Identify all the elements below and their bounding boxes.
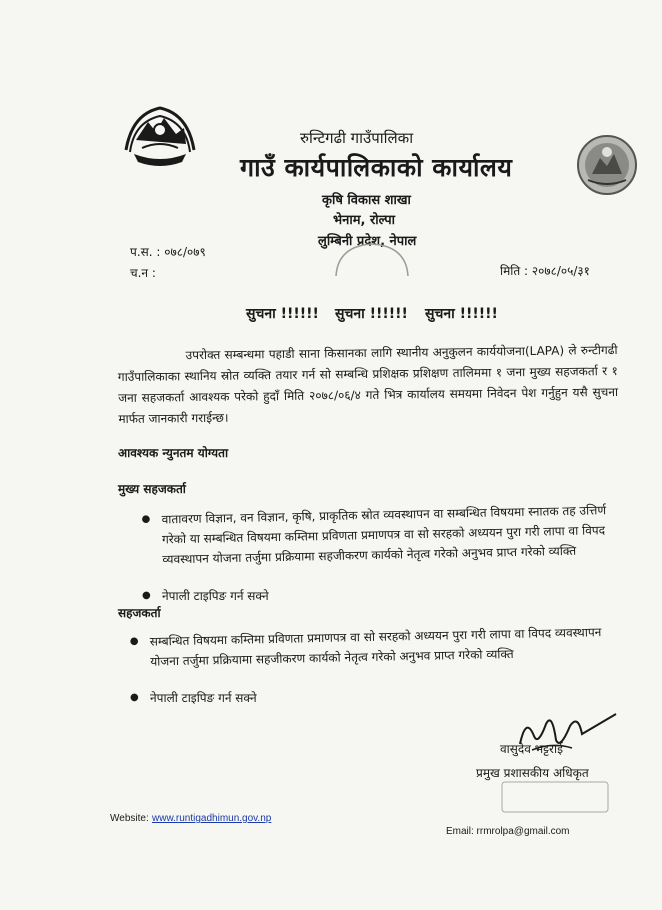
list-item: ● नेपाली टाइपिङ गर्न सक्ने [142, 586, 442, 606]
government-emblem-icon [120, 100, 200, 170]
main-facilitator-heading: मुख्य सहजकर्ता [118, 482, 186, 496]
facilitator-list [130, 622, 609, 672]
office-title: गाउँ कार्यपालिकाको कार्यालय [240, 153, 513, 182]
main-facilitator-list [141, 500, 608, 570]
municipality-name: रुन्टिगढी गाउँपालिका [300, 129, 414, 147]
letter-date: मिति : २०७८/०५/३१ [500, 264, 590, 278]
notice-paragraph [118, 340, 619, 430]
notice-paragraph-text: उपरोक्त सम्बन्धमा पहाडी साना किसानका लागि स्थानीय अनुकुलन कार्ययोजना(LAPA) ले रुन्टीगढी गाउँपालिकाका स्थानिय स्रोत व्यक्ति तयार गर्न सो सम्बन्धि प्रशिक्षक प्रशिक्षण तालिममा १ जना मुख्य सहजकर्ता र १ जना सहजकर्ता आवश्यक परेको हुदाँ मिति २०७८/०६/४ गते भित्र कार्यालय समयमा निवेदन पेश गर्नुहुन यसै सुचना मार्फत जानकारी गराईन्छ। [117, 342, 619, 427]
address-line-2: लुम्बिनी प्रदेश, नेपाल [318, 234, 417, 249]
branch-name: कृषि विकास शाखा [322, 193, 411, 208]
notice-heading-3: सुचना !!!!!! [425, 306, 498, 322]
email-address: Email: rrmrolpa@gmail.com [446, 826, 570, 837]
office-stamp-icon [332, 240, 412, 280]
list-item: ● वातावरण विज्ञान, वन विज्ञान, कृषि, प्राकृतिक स्रोत व्यवस्थापन वा सम्बन्धित विषयमा स्नातक तह उत्तिर्ण गरेको या सम्बन्धित विषयमा कम्तिमा प्रविणता प्रमाणपत्र वा सो सरहको अध्ययन पुरा गरी लापा वा विपद व्यवस्थापन योजना तर्जुमा प्रक्रियामा सहजीकरण कार्यको नेतृत्व गरेको अनुभव प्राप्त गरेको व्यक्ति [141, 500, 608, 570]
notice-heading-2: सुचना !!!!!! [335, 306, 408, 322]
list-item: ● नेपाली टाइपिङ गर्न सक्ने [130, 688, 430, 708]
signatory-title: प्रमुख प्रशासकीय अधिकृत [476, 766, 589, 780]
notice-heading-1: सुचना !!!!!! [246, 306, 319, 322]
municipality-seal-icon [576, 134, 638, 196]
facilitator-list-2 [130, 688, 430, 708]
address-line-1: भेनाम, रोल्पा [333, 213, 395, 228]
signatory-stamp-icon [500, 780, 610, 814]
facilitator-heading: सहजकर्ता [118, 606, 161, 620]
requirements-heading: आवश्यक न्युनतम योग्यता [118, 446, 229, 460]
dispatch-number: च.न : [130, 266, 156, 280]
reference-number: प.स. : ०७८/०७९ [130, 245, 206, 259]
website-link[interactable]: www.runtigadhimun.gov.np [152, 813, 272, 824]
signatory-name: वासुदेव भट्टराई [500, 742, 563, 756]
main-facilitator-list-2 [142, 586, 442, 606]
list-item: ● सम्बन्धित विषयमा कम्तिमा प्रविणता प्रमाणपत्र वा सो सरहको अध्ययन पुरा गरी लापा वा विपद व्यवस्थापन योजना तर्जुमा प्रक्रियामा सहजीकरण कार्यको नेतृत्व गरेको अनुभव प्राप्त गरेको व्यक्ति [130, 622, 609, 672]
website-label: Website: [110, 813, 149, 824]
